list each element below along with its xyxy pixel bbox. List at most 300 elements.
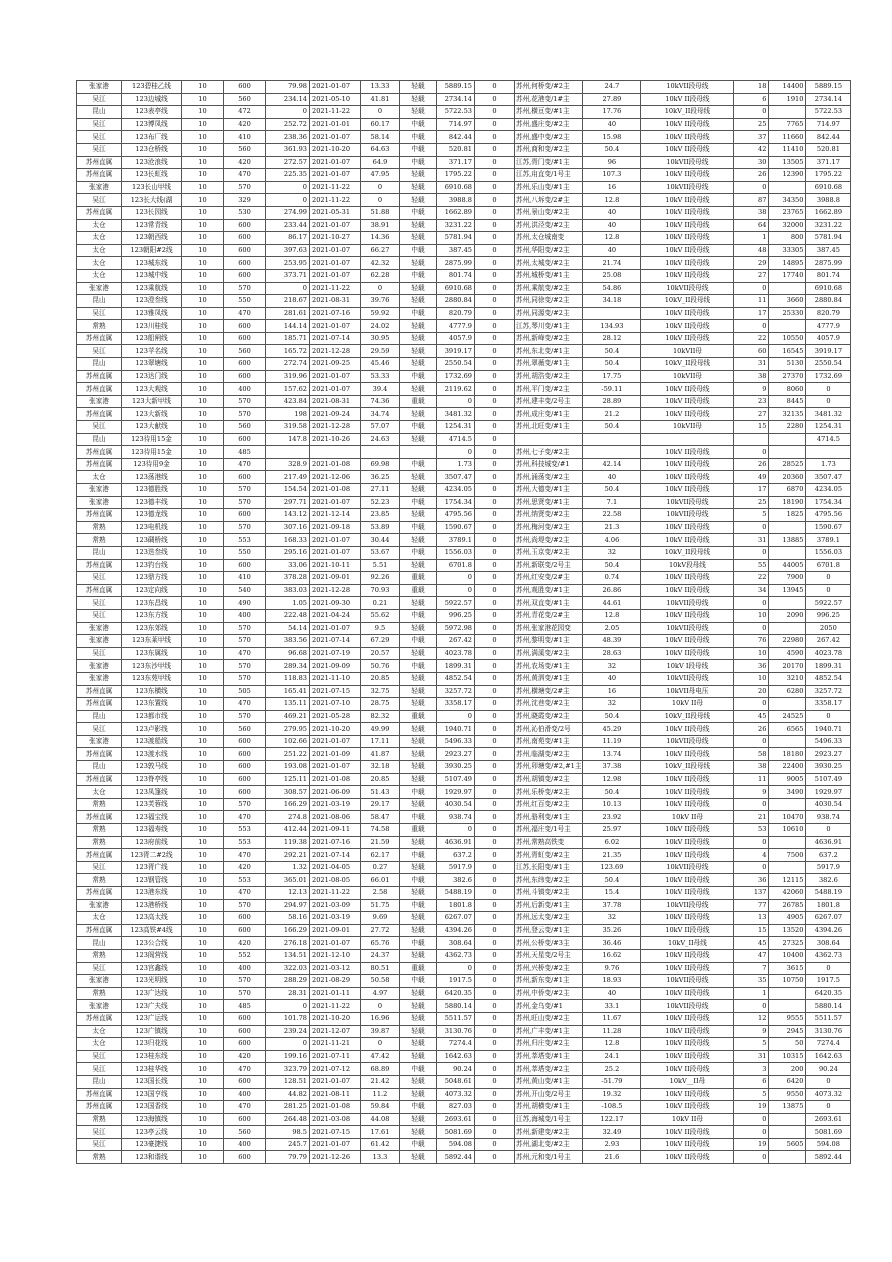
load-type-cell: 轻载 [400,1000,437,1013]
distance-cell: 25.97 [583,824,641,837]
voltage-cell: 10 [182,282,224,295]
load-type-cell: 轻载 [400,320,437,333]
connected-capacity-cell: 4905 [769,912,806,925]
table-row [77,320,851,333]
bay-cell: 26 [734,458,769,471]
line-name-cell: 123府前线 [122,836,182,849]
busbar-cell: 10kV II段母线 [641,131,734,144]
line-name-cell: 123东属线 [122,647,182,660]
capacity-cell: 2693.61 [806,1113,851,1126]
load-rate-cell: 11.2 [361,1088,400,1101]
max-current-cell: 423.84 [266,395,310,408]
load-rate-cell: 65.76 [361,937,400,950]
table-row [77,395,851,408]
substation-cell: 苏州,后新变/#1主 [515,899,583,912]
remaining-capacity-cell: 996.25 [437,609,475,622]
bay-cell [734,433,769,446]
max-time-cell: 2021-09-11 [310,824,361,837]
distance-cell: 44.61 [583,597,641,610]
load-rate-cell: 59.84 [361,1101,400,1114]
remaining-capacity-cell: 5722.53 [437,106,475,119]
connected-capacity-cell: 10550 [769,332,806,345]
distance-cell: 16 [583,685,641,698]
connected-capacity-cell [769,546,806,559]
connected-capacity-cell: 6870 [769,484,806,497]
distance-cell: 33.1 [583,1000,641,1013]
distance-cell: 123.69 [583,861,641,874]
capacity-cell: 637.2 [806,849,851,862]
capacity-cell: 90.24 [806,1063,851,1076]
connected-capacity-cell [769,798,806,811]
table-row [77,1088,851,1101]
connected-capacity-cell [769,987,806,1000]
busbar-cell: 10kV II段母线 [641,118,734,131]
bay-cell: 31 [734,534,769,547]
table-row [77,358,851,371]
load-type-cell: 中载 [400,849,437,862]
substation-cell: 苏州,花港变/1#主 [515,93,583,106]
rated-current-cell: 570 [224,672,266,685]
max-current-cell: 251.22 [266,748,310,761]
load-type-cell: 中载 [400,546,437,559]
load-type-cell: 轻载 [400,408,437,421]
line-name-cell: 123归花线 [122,1038,182,1051]
distance-cell: 11.28 [583,1025,641,1038]
busbar-cell: 10kV II段母线 [641,887,734,900]
capacity-cell: 5496.33 [806,735,851,748]
busbar-cell: 10kV II段母线 [641,332,734,345]
capacity-cell: 371.17 [806,156,851,169]
remaining-capacity-cell: 5496.33 [437,735,475,748]
max-current-cell: 238.36 [266,131,310,144]
table-row [77,647,851,660]
connected-capacity-cell: 25330 [769,307,806,320]
load-rate-cell: 28.75 [361,698,400,711]
substation-cell: 苏州,八坼变/2#主 [515,194,583,207]
max-current-cell: 0 [266,181,310,194]
capacity-cell: 6267.07 [806,912,851,925]
line-name-cell: 123大献线 [122,421,182,434]
load-type-cell: 轻载 [400,332,437,345]
busbar-cell: 10kV II段母线 [641,874,734,887]
substation-cell: 苏州,涌荡变/#2主 [515,471,583,484]
max-current-cell: 288.29 [266,975,310,988]
max-current-cell: 168.33 [266,534,310,547]
load-type-cell: 轻载 [400,924,437,937]
load-rate-cell: 24.37 [361,949,400,962]
substation-cell: 苏州,平门变/#2主 [515,383,583,396]
voltage-cell: 10 [182,143,224,156]
line-name-cell: 123船闸线 [122,332,182,345]
bay-cell: 9 [734,786,769,799]
rated-current-cell: 560 [224,143,266,156]
capacity-cell: 3130.76 [806,1025,851,1038]
busbar-cell: 10kV II段母线 [641,471,734,484]
load-type-cell: 轻载 [400,534,437,547]
distance-cell: 40 [583,244,641,257]
load-type-cell: 轻载 [400,81,437,94]
region-cell: 张家港 [77,496,122,509]
blank-cell: 0 [475,1126,515,1139]
table-row [77,471,851,484]
blank-cell: 0 [475,698,515,711]
busbar-cell: 10kVII段母线 [641,181,734,194]
capacity-cell: 4073.32 [806,1088,851,1101]
table-row [77,332,851,345]
load-rate-cell: 66.01 [361,874,400,887]
bay-cell: 53 [734,824,769,837]
substation-cell [515,433,583,446]
line-name-cell: 123东郊线 [122,622,182,635]
region-cell: 吴江 [77,572,122,585]
voltage-cell: 10 [182,824,224,837]
connected-capacity-cell: 1825 [769,509,806,522]
voltage-cell: 10 [182,370,224,383]
blank-cell: 0 [475,484,515,497]
load-type-cell: 中载 [400,1138,437,1151]
region-cell: 昆山 [77,937,122,950]
rated-current-cell: 410 [224,572,266,585]
substation-cell: 苏州,中侨变/#2主 [515,987,583,1000]
max-time-cell: 2021-10-26 [310,433,361,446]
region-cell: 张家港 [77,635,122,648]
substation-cell: 苏州,胥虹变/#2主 [515,849,583,862]
substation-cell: 苏州,太仓城南变 [515,232,583,245]
distance-cell: 15.4 [583,887,641,900]
line-name-cell: 123德丰线 [122,496,182,509]
max-time-cell: 2021-11-22 [310,194,361,207]
connected-capacity-cell: 18190 [769,496,806,509]
remaining-capacity-cell: 90.24 [437,1063,475,1076]
max-current-cell: 383.56 [266,635,310,648]
voltage-cell: 10 [182,962,224,975]
load-rate-cell: 20.85 [361,672,400,685]
capacity-cell: 2550.54 [806,358,851,371]
remaining-capacity-cell: 1590.67 [437,521,475,534]
load-rate-cell: 30.44 [361,534,400,547]
capacity-cell: 0 [806,1101,851,1114]
capacity-cell: 0 [806,824,851,837]
remaining-capacity-cell: 4030.54 [437,798,475,811]
capacity-cell: 1590.67 [806,521,851,534]
max-current-cell: 193.08 [266,761,310,774]
rated-current-cell: 552 [224,949,266,962]
max-time-cell: 2021-11-22 [310,106,361,119]
load-type-cell: 重载 [400,584,437,597]
voltage-cell: 10 [182,194,224,207]
max-time-cell: 2021-07-11 [310,1050,361,1063]
bay-cell: 21 [734,811,769,824]
max-time-cell: 2021-11-22 [310,887,361,900]
table-row [77,1126,851,1139]
bay-cell: 18 [734,81,769,94]
region-cell: 常熟 [77,320,122,333]
busbar-cell: 10kVII段母线 [641,496,734,509]
load-type-cell: 中载 [400,811,437,824]
substation-cell: 苏州,广丰变/#1主 [515,1025,583,1038]
distance-cell: 32.49 [583,1126,641,1139]
region-cell: 吴江 [77,861,122,874]
bay-cell: 38 [734,206,769,219]
bay-cell: 55 [734,559,769,572]
bay-cell: 35 [734,975,769,988]
region-cell: 太仓 [77,232,122,245]
capacity-cell: 3930.25 [806,761,851,774]
blank-cell: 0 [475,609,515,622]
blank-cell: 0 [475,345,515,358]
rated-current-cell: 600 [224,786,266,799]
connected-capacity-cell: 24525 [769,710,806,723]
bay-cell: 11 [734,773,769,786]
bay-cell: 58 [734,748,769,761]
rated-current-cell: 570 [224,899,266,912]
table-row [77,131,851,144]
substation-cell: 苏州,建丰变/2号主 [515,395,583,408]
connected-capacity-cell: 22400 [769,761,806,774]
line-name-cell: 123卢影线 [122,723,182,736]
load-type-cell: 中载 [400,1063,437,1076]
rated-current-cell: 485 [224,1000,266,1013]
bay-cell: 1 [734,232,769,245]
load-rate-cell: 0 [361,1000,400,1013]
remaining-capacity-cell: 3988.8 [437,194,475,207]
rated-current-cell: 505 [224,685,266,698]
substation-cell: 苏州,玉京变/#2主 [515,546,583,559]
line-name-cell: 123德龙线 [122,509,182,522]
distance-cell: 37.38 [583,761,641,774]
voltage-cell: 10 [182,1025,224,1038]
voltage-cell: 10 [182,685,224,698]
line-name-cell: 123苹名线 [122,345,182,358]
remaining-capacity-cell: 4852.54 [437,672,475,685]
voltage-cell: 10 [182,421,224,434]
load-rate-cell: 44.08 [361,1113,400,1126]
table-row [77,622,851,635]
load-type-cell: 中载 [400,786,437,799]
capacity-cell: 0 [806,383,851,396]
voltage-cell: 10 [182,609,224,622]
capacity-cell: 0 [806,962,851,975]
blank-cell: 0 [475,395,515,408]
blank-cell: 0 [475,1025,515,1038]
busbar-cell: 10kVII段母线 [641,509,734,522]
table-row [77,219,851,232]
capacity-cell: 6701.8 [806,559,851,572]
max-time-cell: 2021-09-24 [310,408,361,421]
region-cell: 太仓 [77,244,122,257]
bay-cell: 15 [734,421,769,434]
busbar-cell: 10kV I段母线 [641,660,734,673]
rated-current-cell: 560 [224,345,266,358]
table-row [77,521,851,534]
table-row [77,849,851,862]
line-name-cell: 123东莱甲线 [122,635,182,648]
bay-cell: 0 [734,836,769,849]
load-type-cell: 轻载 [400,106,437,119]
distance-cell: 21.74 [583,257,641,270]
bay-cell: 6 [734,1075,769,1088]
busbar-cell: 10kV II段母线 [641,383,734,396]
capacity-cell: 1917.5 [806,975,851,988]
distance-cell: 12.8 [583,194,641,207]
substation-cell: 苏州,红安变/2#主 [515,572,583,585]
voltage-cell: 10 [182,295,224,308]
voltage-cell: 10 [182,723,224,736]
line-name-cell: 123宫鑫线 [122,962,182,975]
max-current-cell: 198 [266,408,310,421]
capacity-cell: 3231.22 [806,219,851,232]
substation-cell: 江苏,长阳变/#1主 [515,861,583,874]
blank-cell: 0 [475,1000,515,1013]
remaining-capacity-cell: 3481.32 [437,408,475,421]
distance-cell: 48.39 [583,635,641,648]
capacity-cell: 2923.27 [806,748,851,761]
max-current-cell: 101.78 [266,1012,310,1025]
busbar-cell: 10kV II段母线 [641,786,734,799]
load-rate-cell: 69.98 [361,458,400,471]
busbar-cell: 10kVII母 [641,421,734,434]
load-rate-cell: 27.72 [361,924,400,937]
line-name-cell: 123渡船线 [122,735,182,748]
distance-cell: 2.05 [583,622,641,635]
remaining-capacity-cell: 6267.07 [437,912,475,925]
rated-current-cell: 600 [224,1113,266,1126]
max-current-cell: 218.67 [266,295,310,308]
busbar-cell: 10kV_II母线 [641,937,734,950]
voltage-cell: 10 [182,698,224,711]
connected-capacity-cell: 11660 [769,131,806,144]
load-type-cell: 轻载 [400,471,437,484]
line-name-cell: 123大新线 [122,408,182,421]
load-type-cell: 轻载 [400,433,437,446]
connected-capacity-cell: 2090 [769,609,806,622]
max-time-cell: 2021-01-07 [310,383,361,396]
line-name-cell: 123长大线(湖 [122,194,182,207]
load-rate-cell: 51.88 [361,206,400,219]
table-row [77,81,851,94]
max-current-cell: 322.03 [266,962,310,975]
substation-cell: 苏州,新联变/2号主 [515,559,583,572]
blank-cell: 0 [475,93,515,106]
rated-current-cell: 540 [224,584,266,597]
max-time-cell: 2021-03-19 [310,912,361,925]
max-current-cell: 295.16 [266,546,310,559]
remaining-capacity-cell: 637.2 [437,849,475,862]
busbar-cell: 10kVII段母线 [641,735,734,748]
bay-cell: 31 [734,358,769,371]
table-row [77,345,851,358]
max-time-cell: 2021-01-07 [310,496,361,509]
max-time-cell: 2021-01-07 [310,320,361,333]
voltage-cell: 10 [182,572,224,585]
voltage-cell: 10 [182,937,224,950]
substation-cell: 江苏,胥门变/#1主 [515,156,583,169]
line-name-cell: 123东昌线 [122,597,182,610]
capacity-cell: 714.97 [806,118,851,131]
bay-cell: 11 [734,295,769,308]
remaining-capacity-cell: 3507.47 [437,471,475,484]
region-cell: 苏州直属 [77,446,122,459]
remaining-capacity-cell: 5917.9 [437,861,475,874]
distance-cell: 40 [583,219,641,232]
rated-current-cell: 400 [224,1138,266,1151]
distance-cell: 6.02 [583,836,641,849]
table-row [77,1038,851,1051]
blank-cell: 0 [475,975,515,988]
line-name-cell: 123达门线 [122,370,182,383]
connected-capacity-cell: 800 [769,232,806,245]
table-row [77,773,851,786]
max-current-cell: 281.61 [266,307,310,320]
bay-cell: 0 [734,735,769,748]
max-current-cell: 319.96 [266,370,310,383]
distance-cell: 22.58 [583,509,641,522]
remaining-capacity-cell: 0 [437,962,475,975]
table-row [77,584,851,597]
distance-cell: 11.19 [583,735,641,748]
line-name-cell: 123待用15金 [122,446,182,459]
distance-cell: 32 [583,546,641,559]
substation-cell: 苏州,同源变/#2主 [515,307,583,320]
blank-cell: 0 [475,546,515,559]
region-cell: 苏州直属 [77,584,122,597]
voltage-cell: 10 [182,383,224,396]
table-row [77,169,851,182]
connected-capacity-cell: 1910 [769,93,806,106]
remaining-capacity-cell: 4057.9 [437,332,475,345]
load-rate-cell: 50.76 [361,660,400,673]
busbar-cell: 10kV II段母线 [641,219,734,232]
load-rate-cell: 13.3 [361,1151,400,1164]
distance-cell: 50.4 [583,874,641,887]
distance-cell: 7.1 [583,496,641,509]
max-current-cell: 199.16 [266,1050,310,1063]
max-time-cell: 2021-01-08 [310,1101,361,1114]
capacity-cell: 1254.31 [806,421,851,434]
remaining-capacity-cell: 4714.5 [437,433,475,446]
rated-current-cell: 485 [224,446,266,459]
voltage-cell: 10 [182,924,224,937]
load-rate-cell: 32.18 [361,761,400,774]
substation-cell: 苏州,七子变/#2主 [515,446,583,459]
connected-capacity-cell [769,320,806,333]
connected-capacity-cell [769,698,806,711]
busbar-cell: 10kV II段母线 [641,824,734,837]
line-name-cell: 123广运线 [122,1012,182,1025]
table-row [77,572,851,585]
max-current-cell: 118.83 [266,672,310,685]
table-row [77,861,851,874]
rated-current-cell: 600 [224,559,266,572]
connected-capacity-cell [769,433,806,446]
distance-cell: -51.79 [583,1075,641,1088]
rated-current-cell: 600 [224,1025,266,1038]
distance-cell: 34.18 [583,295,641,308]
load-type-cell: 轻载 [400,345,437,358]
max-time-cell: 2021-07-10 [310,698,361,711]
substation-cell: 苏州,梅河变/#2主 [515,521,583,534]
voltage-cell: 10 [182,1075,224,1088]
max-current-cell: 0 [266,1038,310,1051]
region-cell: 张家港 [77,484,122,497]
line-name-cell: 123迭叁线 [122,546,182,559]
blank-cell: 0 [475,912,515,925]
substation-cell: 苏州,新峰变/#2主 [515,332,583,345]
line-name-cell: 123光明线 [122,975,182,988]
distance-cell: 42.14 [583,458,641,471]
line-name-cell: 123广夫线 [122,1000,182,1013]
voltage-cell: 10 [182,1012,224,1025]
